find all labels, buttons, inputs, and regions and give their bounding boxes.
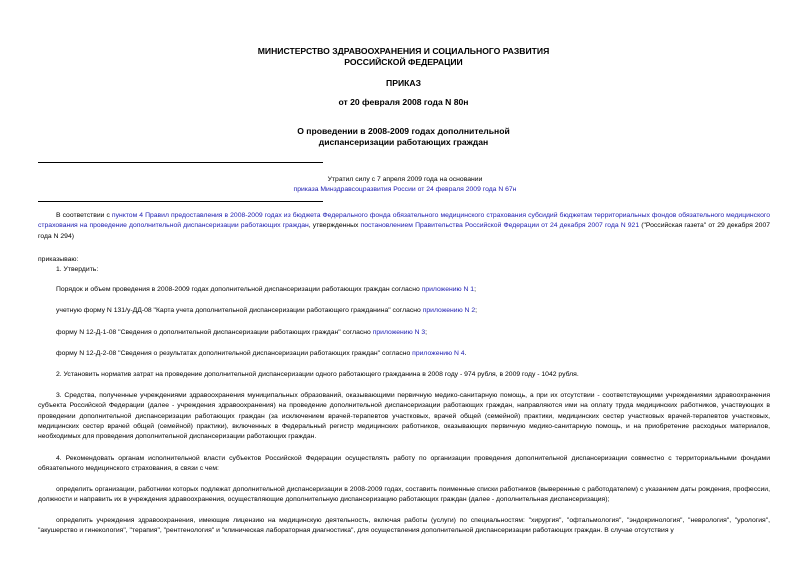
intro-text-1: В соответствии с [56,212,112,219]
divider-bottom [38,201,323,202]
approve-item-1 [38,285,770,295]
item-4-sub-1: определить организации, работники которых подлежат дополнительной диспансеризации в 2008-2009 годах, составить поименные списки работников (выверенные с работодателем) с указанием даты рождения, профессии, должности и направить их в учреждения здравоохранения, осуществляющие дополнительную диспансеризацию работающих граждан (далее - дополнительная диспансеризация); [38,486,770,504]
item-3: 3. Средства, полученные учреждениями здравоохранения муниципальных образований, оказывающими первичную медико-санитарную помощь, а при их отсутствии - соответствующими учреждениями здравоохранения субъекта Российской Федерации (далее - учреждения здравоохранения) на проведение дополнительной диспансеризации работающих граждан, направляются ими на оплату труда медицинских работников, участвующих в проведении дополнительной диспансеризации работающих граждан (за исключением врачей-терапевтов участковых, врачей общей (семейной) практики, медицинских сестер участковых врачей-терапевтов участковых, медицинских сестер врачей общей (семейной) практики), включенных в Федеральный регистр медицинских работников, оказывающих первичную медико-санитарную помощь, и на приобретение расходных материалов, необходимых для проведения дополнительной диспансеризации работающих граждан. [38,392,770,441]
approve-item-3 [38,328,770,338]
approve-item-2-text: учетную форму N 131/у-ДД-08 "Карта учета дополнительной диспансеризации работающего гражданина" согласно [56,307,423,314]
order-word: приказываю: [38,256,79,263]
approve-item-1-end: ; [474,286,476,293]
approve-item-2-end: ; [475,307,478,314]
appendix-2-link[interactable]: приложению N 2 [422,307,476,314]
intro-text-2: , утвержденных [308,222,361,230]
item-4: 4. Рекомендовать органам исполнительной власти субъектов Российской Федерации осуществлять работу по организации проведения дополнительной диспансеризации совместно с территориальными фондами обязательного медицинского страхования, в связи с чем: [38,455,770,473]
item-4-sub-2: определить учреждения здравоохранения, имеющие лицензию на медицинскую деятельность, включая работы (услуги) по специальностям: "хирургия", "офтальмология", "эндокринология", "неврология", "урология", "акушерство и гинекология", "терапия", "рентгенология" и "клиническая лабораторная диагностика", для осуществления дополнительной диспансеризации работающих граждан. В случае отсутствия у [38,517,770,535]
intro-text-3: ("Российская газета" от 29 декабря 2007 года N 294) [38,222,771,240]
intro-paragraph [38,211,770,242]
item-2: 2. Установить норматив затрат на проведение дополнительной диспансеризации одного работающего гражданина в 2008 году - 974 рубля, в 2009 году - 1042 рубля. [56,371,579,378]
ministry-line-2: РОССИЙСКОЙ ФЕДЕРАЦИИ [344,57,463,67]
cancellation-link[interactable]: приказа Минздравсоцразвития России от 24 февраля 2009 года N 67н [293,186,517,193]
approve-item-4 [38,349,770,359]
approve-item-4-end: . [464,350,467,357]
intro-link-rules[interactable]: пунктом 4 Правил предоставления в 2008-2009 годах из бюджета Федерального фонда обязательного медицинского страхования субсидий бюджетам территориальных фондов обязательного медицинского страхования на проведение дополнительной диспансеризации работающих граждан [38,212,771,230]
approve-item-2 [38,306,770,316]
document-title-line-2: диспансеризации работающих граждан [318,137,489,147]
appendix-1-link[interactable]: приложению N 1 [421,286,475,293]
cancellation-note: Утратил силу с 7 апреля 2009 года на основании [327,176,483,183]
approve-item-4-text: форму N 12-Д-2-08 "Сведения о результатах дополнительной диспансеризации работающих граждан" согласно [56,350,413,357]
ministry-line-1: МИНИСТЕРСТВО ЗДРАВООХРАНЕНИЯ И СОЦИАЛЬНОГО РАЗВИТИЯ [257,46,550,56]
appendix-3-link[interactable]: приложению N 3 [372,329,426,336]
divider-top [38,162,323,163]
document-date-number: от 20 февраля 2008 года N 80н [338,97,469,107]
document-type: ПРИКАЗ [386,78,421,88]
item-1: 1. Утвердить: [56,266,99,273]
approve-item-3-text: форму N 12-Д-1-08 "Сведения о дополнительной диспансеризации работающих граждан" согласно [56,329,373,336]
document-title-line-1: О проведении в 2008-2009 годах дополнительной [297,126,510,136]
approve-item-3-end: ; [425,329,428,336]
appendix-4-link[interactable]: приложению N 4 [412,350,465,357]
approve-item-1-text: Порядок и объем проведения в 2008-2009 годах дополнительной диспансеризации работающих граждан согласно [56,286,422,293]
intro-link-decree[interactable]: постановлением Правительства Российской Федерации от 24 декабря 2007 года N 921 [360,222,640,230]
